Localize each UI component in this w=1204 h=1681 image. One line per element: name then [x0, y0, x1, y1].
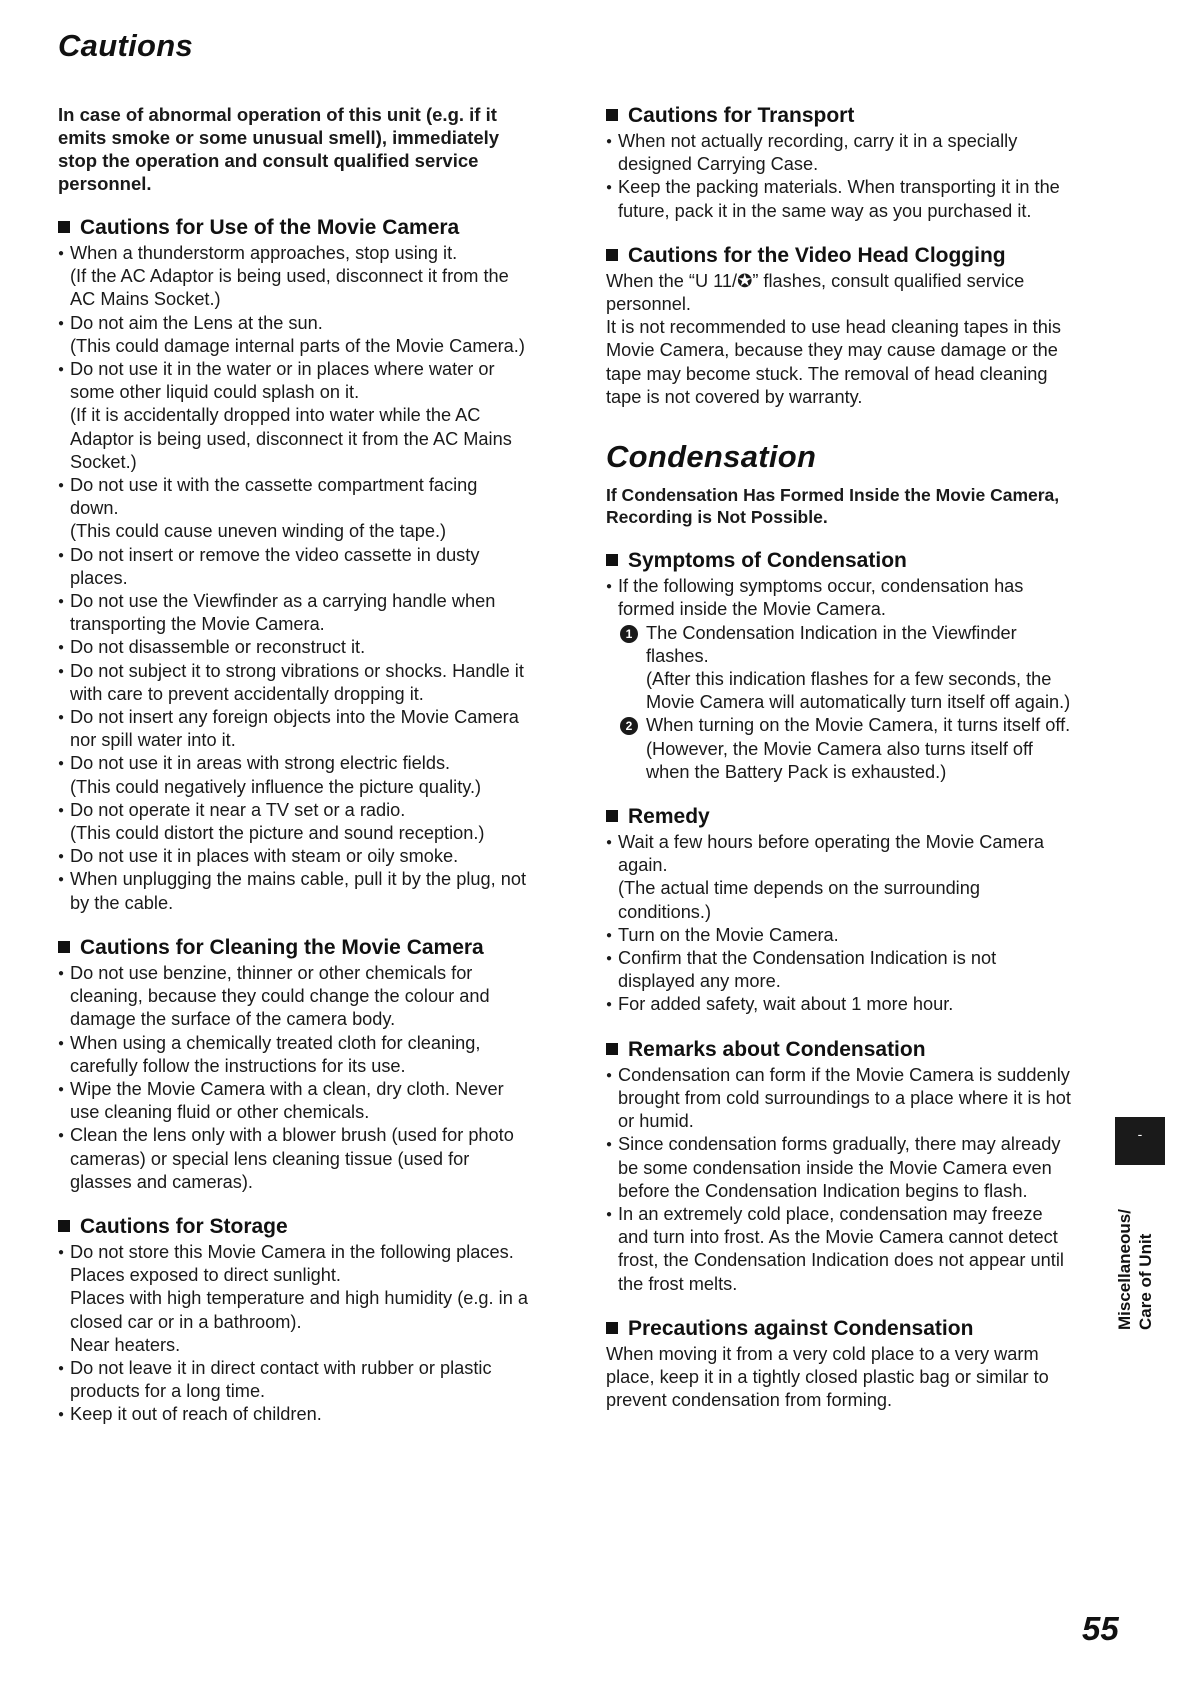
section-remedy — [606, 804, 1076, 1017]
square-bullet-icon — [606, 554, 618, 566]
list-note: Places with high temperature and high humidity (e.g. in a closed car or in a bathroom). — [70, 1288, 528, 1332]
list-item: ● Keep the packing materials. When transporting it in the future, pack it in the same way as you purchased it. — [606, 176, 1076, 222]
list-item: ● Do not insert any foreign objects into the Movie Camera nor spill water into it. — [58, 706, 528, 752]
section-heading: Symptoms of Condensation — [606, 548, 1076, 574]
section-symptoms — [606, 548, 1076, 784]
list-item: ● Do not use the Viewfinder as a carrying handle when transporting the Movie Camera. — [58, 590, 528, 636]
square-bullet-icon — [58, 1220, 70, 1232]
section-heading: Cautions for Storage — [58, 1214, 528, 1240]
list-item: ● In an extremely cold place, condensation may freeze and turn into frost. As the Movie Camera cannot detect frost, the Condensation Indication does not appear until the frost melts. — [606, 1203, 1076, 1296]
list-item: ● If the following symptoms occur, condensation has formed inside the Movie Camera. — [606, 575, 1076, 621]
cautions-intro: In case of abnormal operation of this unit (e.g. if it emits smoke or some unusual smell), immediately stop the operation and consult qualified service personnel. — [58, 104, 500, 194]
paragraph: When moving it from a very cold place to a very warm place, keep it in a tightly closed plastic bag or similar to prevent condensation from forming. — [606, 1343, 1049, 1411]
square-bullet-icon — [58, 941, 70, 953]
list-item: ● Do not operate it near a TV set or a radio. — [58, 799, 528, 822]
list-item: ● Wipe the Movie Camera with a clean, dry cloth. Never use cleaning fluid or other chemicals. — [58, 1078, 528, 1124]
list-item: ● When a thunderstorm approaches, stop using it. — [58, 242, 528, 265]
number-1-icon: 1 — [620, 625, 638, 643]
section-heading: Cautions for Use of the Movie Camera — [58, 215, 528, 241]
list-item: ● Do not disassemble or reconstruct it. — [58, 636, 528, 659]
list-item: ● Wait a few hours before operating the Movie Camera again. — [606, 831, 1076, 877]
section-heading: Cautions for Cleaning the Movie Camera — [58, 935, 528, 961]
list-item: ● Turn on the Movie Camera. — [606, 924, 1076, 947]
section-precautions — [606, 1316, 1076, 1413]
condensation-intro: If Condensation Has Formed Inside the Movie Camera, Recording is Not Possible. — [606, 485, 1060, 528]
list-note: (After this indication flashes for a few seconds, the Movie Camera will automatically turn itself off again.) — [646, 669, 1071, 713]
section-clogging — [606, 243, 1076, 409]
section-heading: Remedy — [606, 804, 1076, 830]
list-item: ● Do not insert or remove the video cassette in dusty places. — [58, 544, 528, 590]
section-heading: Precautions against Condensation — [606, 1316, 1076, 1342]
list-item: ● Do not use benzine, thinner or other chemicals for cleaning, because they could change the colour and damage the surface of the camera body. — [58, 962, 528, 1032]
paragraph: It is not recommended to use head cleaning tapes in this Movie Camera, because they may cause damage or the tape may become stuck. The removal of head cleaning tape is not covered by warranty. — [606, 317, 1061, 407]
list-item: ● Do not leave it in direct contact with rubber or plastic products for a long time. — [58, 1357, 528, 1403]
list-item: ● Confirm that the Condensation Indication is not displayed any more. — [606, 947, 1076, 993]
list-item: ● Clean the lens only with a blower brush (used for photo cameras) or special lens cleaning tissue (used for glasses and cameras). — [58, 1124, 528, 1194]
list-item: ● Do not aim the Lens at the sun. — [58, 312, 528, 335]
section-cleaning — [58, 935, 528, 1194]
list-note: (If it is accidentally dropped into water while the AC Adaptor is being used, disconnect it from the AC Mains Socket.) — [70, 405, 512, 472]
list-item: ● Since condensation forms gradually, there may already be some condensation inside the Movie Camera even before the Condensation Indication begins to flash. — [606, 1133, 1076, 1203]
list-note: Places exposed to direct sunlight. — [70, 1265, 341, 1286]
section-remarks — [606, 1037, 1076, 1296]
square-bullet-icon — [606, 1043, 618, 1055]
list-item: ● Do not use it with the cassette compartment facing down. — [58, 474, 528, 520]
left-column — [58, 103, 528, 1427]
list-item: ● Keep it out of reach of children. — [58, 1403, 528, 1426]
list-note: (This could distort the picture and sound reception.) — [70, 823, 485, 844]
paragraph: When the “U 11/✪” flashes, consult qualified service personnel. — [606, 270, 1025, 315]
condensation-title: Condensation — [606, 439, 817, 475]
section-heading: Cautions for the Video Head Clogging — [606, 243, 1076, 269]
cautions-title: Cautions — [58, 28, 194, 63]
section-use — [58, 215, 528, 915]
list-note: (If the AC Adaptor is being used, disconnect it from the AC Mains Socket.) — [70, 266, 509, 310]
list-item: ● When unplugging the mains cable, pull it by the plug, not by the cable. — [58, 868, 528, 914]
section-heading: Cautions for Transport — [606, 103, 1076, 129]
list-item: ● For added safety, wait about 1 more hour. — [606, 993, 1076, 1016]
list-note: (The actual time depends on the surrounding conditions.) — [618, 878, 980, 922]
chapter-tab: - — [1115, 1117, 1165, 1165]
section-heading: Remarks about Condensation — [606, 1037, 1076, 1063]
section-transport — [606, 103, 1076, 223]
list-note: (This could damage internal parts of the Movie Camera.) — [70, 335, 525, 356]
numbered-item: 1 The Condensation Indication in the Viewfinder flashes. — [606, 622, 1076, 668]
list-item: ● Do not subject it to strong vibrations or shocks. Handle it with care to prevent accidentally dropping it. — [58, 660, 528, 706]
chapter-label: Miscellaneous/ Care of Unit — [1115, 1209, 1155, 1330]
square-bullet-icon — [606, 249, 618, 261]
right-column — [606, 103, 1076, 1412]
page-number: 55 — [1082, 1610, 1119, 1647]
square-bullet-icon — [58, 221, 70, 233]
numbered-item: 2 When turning on the Movie Camera, it turns itself off. — [606, 714, 1076, 737]
list-item: ● Do not store this Movie Camera in the following places. — [58, 1241, 528, 1264]
list-note: (This could cause uneven winding of the tape.) — [70, 521, 447, 542]
list-item: ● Do not use it in places with steam or oily smoke. — [58, 845, 528, 868]
list-note: (This could negatively influence the picture quality.) — [70, 776, 482, 797]
square-bullet-icon — [606, 1322, 618, 1334]
list-item: ● When using a chemically treated cloth for cleaning, carefully follow the instructions for its use. — [58, 1032, 528, 1078]
list-item: ● Do not use it in areas with strong electric fields. — [58, 752, 528, 775]
square-bullet-icon — [606, 810, 618, 822]
list-item: ● Condensation can form if the Movie Camera is suddenly brought from cold surroundings to a place where it is hot or humid. — [606, 1064, 1076, 1134]
square-bullet-icon — [606, 109, 618, 121]
list-note: Near heaters. — [70, 1334, 181, 1355]
section-storage — [58, 1214, 528, 1427]
list-item: ● When not actually recording, carry it in a specially designed Carrying Case. — [606, 130, 1076, 176]
number-2-icon: 2 — [620, 717, 638, 735]
list-item: ● Do not use it in the water or in places where water or some other liquid could splash on it. — [58, 358, 528, 404]
list-note: (However, the Movie Camera also turns itself off when the Battery Pack is exhausted.) — [646, 738, 1033, 782]
